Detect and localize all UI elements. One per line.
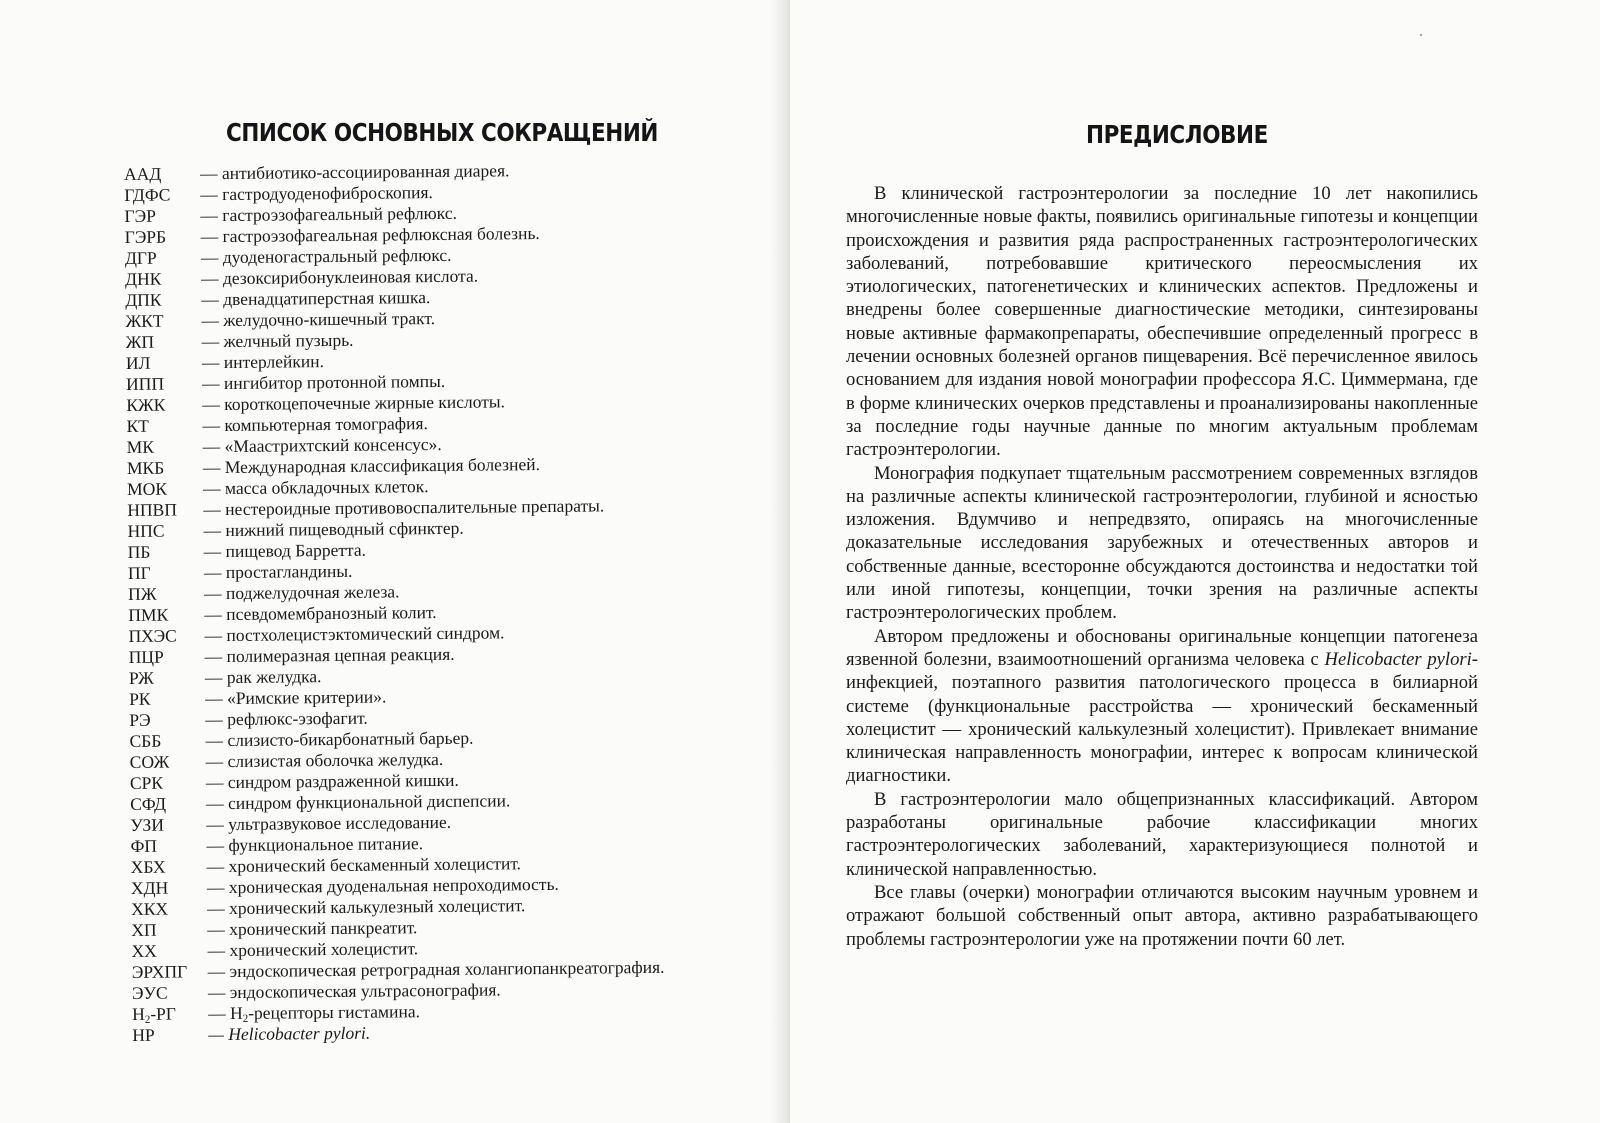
abbreviation-term: УЗИ (130, 814, 165, 835)
abbreviation-definition: — псевдомембранозный колит. (204, 602, 437, 625)
abbreviation-term: ПМК (128, 604, 169, 625)
abbreviation-definition: — интерлейкин. (201, 351, 325, 373)
abbreviation-term: ХДН (130, 877, 169, 898)
abbreviation-term: ПБ (127, 541, 151, 562)
abbreviation-term: НПВП (127, 499, 178, 520)
abbreviation-definition: — двенадцатиперстная кишка. (201, 287, 431, 310)
abbreviation-definition: — гастродуоденофиброскопия. (200, 182, 433, 205)
abbreviation-definition: — хронический бескаменный холецистит. (206, 853, 522, 877)
abbreviation-term: ДНК (125, 268, 162, 289)
abbreviation-definition: — функциональное питание. (206, 833, 424, 856)
abbreviation-definition: — нестероидные противовоспалительные препараты. (203, 495, 605, 520)
abbreviation-definition: — гастроэзофагеальная рефлюксная болезнь. (200, 223, 540, 247)
abbreviation-term: ПЦР (128, 646, 164, 667)
abbreviation-term: КЖК (126, 394, 166, 415)
abbreviation-term: $Н_2-РГ$ (132, 1003, 177, 1026)
abbreviation-definition: — хронический холецистит. (207, 938, 419, 961)
abbreviation-term: РК (129, 688, 151, 709)
abbreviation-term: ХХ (131, 940, 157, 961)
abbreviation-term: ФП (130, 835, 158, 856)
abbreviation-definition: — гастроэзофагеальный рефлюкс. (200, 202, 458, 226)
abbreviation-definition: — дуоденогастральный рефлюкс. (200, 244, 452, 268)
abbreviation-definition: — эндоскопическая ретроградная холангиопанкреатография. (207, 956, 665, 982)
abbreviation-term: КТ (126, 415, 149, 436)
paragraph: Автором предложены и обоснованы оригинальные концепции патогенеза язвенной болезни, взаимоотношений организма человека с Helicobacter pylori-инфекцией, поэтапного развития патологического процесса в билиарной системе (функциональные расстройства — хронический бескаменный холецистит — хронический калькулезный холецистит). Привлекает внимание клиническая направленность монографии, интерес к вопросам клинической диагностики. (846, 625, 1478, 787)
abbreviation-term: СББ (129, 730, 162, 751)
paragraph: Монография подкупает тщательным рассмотрением современных взглядов на различные аспекты клинической гастроэнтерологии, глубиной и ясностью изложения. Вдумчиво и непредвзято, опираясь на многочисленные доказательные исследования зарубежных и отечественных авторов и собственные данные, всесторонне обсуждаются достоинства и недостатки той или иной гипотезы, концепции, точки зрения на различные аспекты гастроэнтерологических проблем. (846, 462, 1478, 624)
abbreviation-term: ПЖ (128, 583, 157, 604)
abbreviation-definition: — синдром функциональной диспепсии. (206, 790, 511, 814)
abbreviation-definition: — хронический калькулезный холецистит. (207, 895, 526, 919)
paragraph: В гастроэнтерологии мало общепризнанных классификаций. Автором разработаны оригинальные рабочие классификации многих гастроэнтерологических заболеваний, характеризующиеся полнотой и клинической направленностью. (846, 788, 1478, 880)
abbreviation-definition: — эндоскопическая ультрасонография. (207, 979, 501, 1003)
abbreviation-definition: — «Маастрихтский консенсус». (202, 433, 442, 457)
abbreviation-term: МК (126, 436, 155, 457)
paragraph: В клинической гастроэнтерологии за последние 10 лет накопились многочисленные новые факты, появились оригинальные гипотезы и концепции происхождения и развития ряда распространенных гастроэнтерологических заболеваний, потребовавшие критического переосмысления их этиологических, патогенетических и клинических аспектов. Предложены и внедрены более совершенные диагностические методики, синтезированы новые активные фармакопрепараты, обеспечившие определенный прогресс в лечении основных болезней органов пищеварения. Всё перечисленное явилось основанием для издания новой монографии профессора Я.С. Циммермана, где в форме клинических очерков представлены и проанализированы накопленные за последние годы научные данные по многим актуальным проблемам гастроэнтерологии. (846, 183, 1478, 461)
abbreviation-term: ДГР (124, 247, 157, 268)
abbreviation-term: ИЛ (125, 352, 151, 373)
abbreviation-definition: — нижний пищеводный сфинктер. (203, 517, 464, 541)
abbreviation-term: ХКХ (131, 898, 169, 919)
abbreviation-definition: — хронический панкреатит. (207, 917, 418, 940)
abbreviation-definition: — масса обкладочных клеток. (203, 476, 429, 499)
abbreviation-term: ДПК (125, 289, 162, 310)
abbreviation-term: ПГ (127, 562, 151, 583)
left-page (0, 0, 790, 1123)
abbreviation-term: ГЭР (124, 205, 156, 226)
abbreviation-term: МКБ (126, 457, 165, 478)
abbreviation-term: ААД (124, 163, 162, 184)
abbreviation-term: ЭУС (131, 982, 168, 1003)
abbreviation-definition: — рак желудка. (204, 666, 322, 688)
abbreviation-term: МОК (127, 478, 168, 499)
abbreviation-term: ЭРХПГ (131, 961, 188, 982)
abbreviation-term: СФД (130, 793, 167, 814)
abbreviation-definition: — синдром раздраженной кишки. (205, 769, 459, 793)
paragraph: Все главы (очерки) монографии отличаются высоким научным уровнем и отражают большой собственный опыт автора, активно разрабатывающего проблемы гастроэнтерологии уже на протяжении почти 60 лет. (846, 881, 1478, 950)
abbreviation-term: СРК (129, 772, 164, 793)
abbreviation-term: ГДФС (124, 184, 171, 205)
abbreviation-definition: — «Римские критерии». (205, 686, 387, 709)
abbreviation-definition: — антибиотико-ассоциированная диарея. (199, 160, 510, 184)
abbreviation-definition: — рефлюкс-эзофагит. (205, 707, 368, 730)
abbreviation-definition: — постхолецистэктомический синдром. (204, 622, 505, 646)
abbreviation-term: ИПП (126, 373, 165, 394)
abbreviation-definition: — хроническая дуоденальная непроходимость. (206, 873, 559, 898)
abbreviation-term: ЖКТ (125, 310, 164, 331)
abbreviation-definition: — слизисто-бикарбонатный барьер. (205, 727, 474, 751)
abbreviation-definition: — пищевод Барретта. (203, 539, 367, 562)
abbreviation-definition: — поджелудочная железа. (204, 581, 400, 604)
abbreviation-definition: — $Н_2$-рецепторы гистамина. (208, 1001, 421, 1025)
page-title: ПРЕДИСЛОВИЕ (1086, 120, 1268, 149)
abbreviation-term: ХП (131, 919, 157, 940)
abbreviation-term: ХБХ (130, 856, 166, 877)
abbreviation-term: НПС (127, 520, 165, 541)
abbreviation-definition: — компьютерная томография. (202, 413, 428, 436)
abbreviation-definition: — ингибитор протонной помпы. (202, 370, 446, 394)
abbreviation-term: НР (132, 1024, 155, 1045)
abbreviation-term: РЭ (129, 709, 151, 730)
abbreviation-definition: — слизистая оболочка желудка. (205, 748, 444, 772)
abbreviation-definition: — желудочно-кишечный тракт. (201, 308, 436, 331)
abbreviation-definition: — желчный пузырь. (201, 329, 354, 352)
abbreviation-definition: — короткоцепочечные жирные кислоты. (202, 391, 506, 415)
abbreviation-definition: — Helicobacter pylori. (208, 1022, 371, 1045)
abbreviation-list (124, 158, 752, 1046)
abbreviation-term: РЖ (128, 667, 154, 688)
abbreviation-definition: — ультразвуковое исследование. (206, 811, 452, 835)
abbreviation-definition: — полимеразная цепная реакция. (204, 643, 455, 667)
abbreviation-definition: — Международная классификация болезней. (202, 454, 540, 478)
preface-text (846, 182, 1478, 951)
abbreviation-term: ПХЭС (128, 625, 177, 646)
abbreviation-term: ГЭРБ (124, 226, 167, 247)
right-page (790, 0, 1600, 1123)
page-title: СПИСОК ОСНОВНЫХ СОКРАЩЕНИЙ (226, 118, 658, 147)
abbreviation-term: ЖП (125, 331, 155, 352)
scan-speck (1420, 34, 1422, 36)
abbreviation-definition: — простагландины. (203, 560, 353, 583)
abbreviation-definition: — дезоксирибонуклеиновая кислота. (201, 265, 479, 289)
abbreviation-term: СОЖ (129, 751, 170, 772)
